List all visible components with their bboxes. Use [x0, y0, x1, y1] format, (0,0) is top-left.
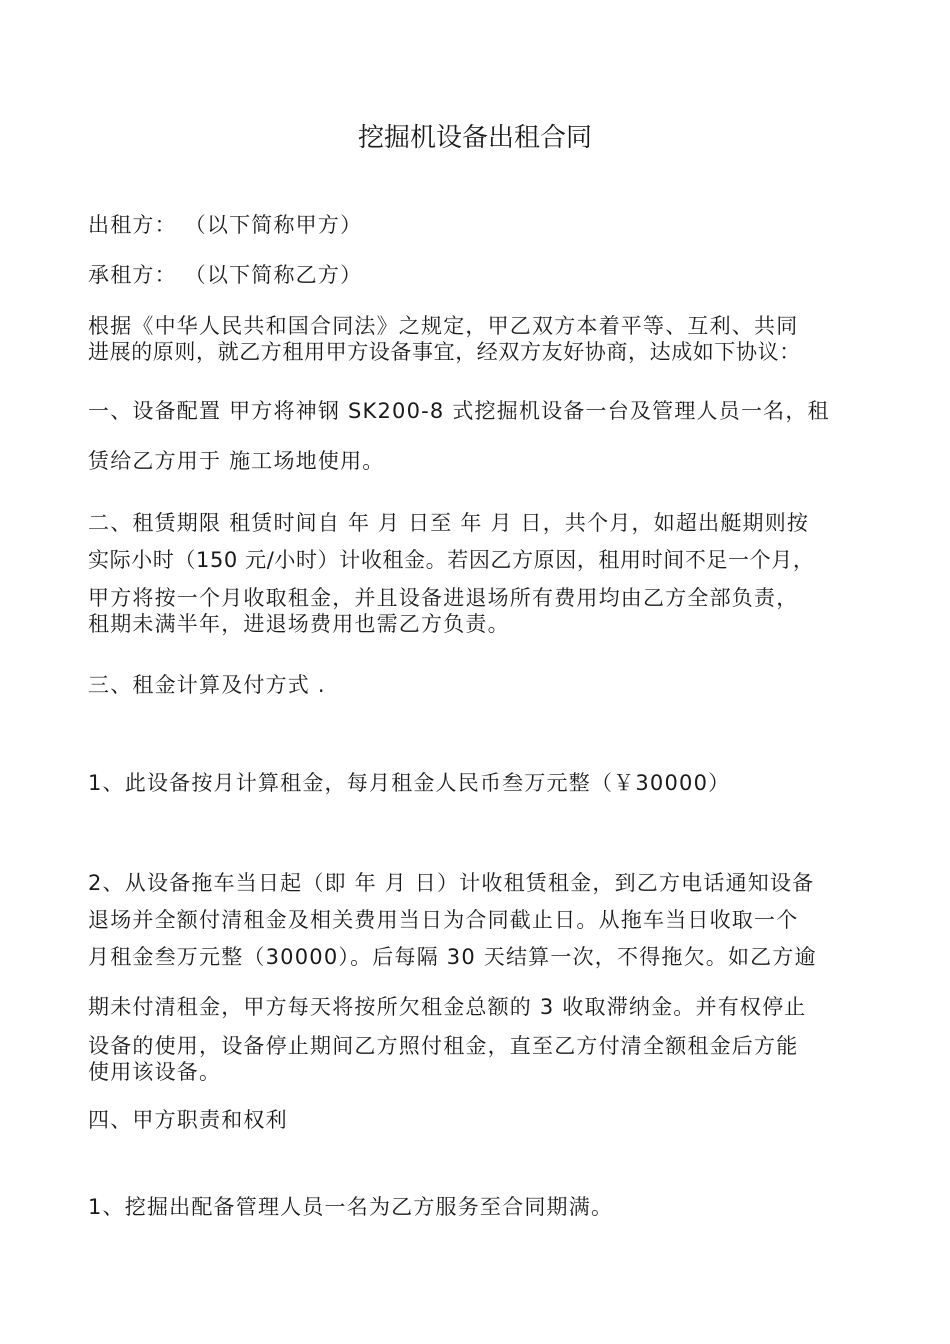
- section-3-item-2-line-2: 退场并全额付清租金及相关费用当日为合同截止日。从拖车当日收取一个: [88, 908, 799, 932]
- lessor-line: 出租方： （以下简称甲方）: [88, 213, 363, 237]
- preamble-line-1: 根据《中华人民共和国合同法》之规定，甲乙双方本着平等、互利、共同: [88, 314, 799, 338]
- document-title: 挖掘机设备出租合同: [357, 123, 592, 153]
- section-3-item-2-line-1: 2、从设备拖车当日起（即 年 月 日）计收租赁租金，到乙方电话通知设备: [88, 871, 815, 895]
- section-3-item-1: 1、此设备按月计算租金，每月租金人民币叁万元整（￥30000）: [88, 771, 731, 795]
- lessee-line: 承租方： （以下简称乙方）: [88, 263, 363, 287]
- section-3-heading: 三、租金计算及付方式 .: [88, 673, 326, 697]
- section-2-line-2: 实际小时（150 元/小时）计收租金。若因乙方原因，租用时间不足一个月，: [88, 548, 815, 572]
- section-2-line-3: 甲方将按一个月收取租金，并且设备进退场所有费用均由乙方全部负责，: [88, 586, 799, 610]
- section-1-line-2: 赁给乙方用于 施工场地使用。: [88, 449, 385, 473]
- section-3-item-2-line-6: 使用该设备。: [88, 1060, 222, 1084]
- section-3-item-2-line-4: 期未付清租金，甲方每天将按所欠租金总额的 3 收取滞纳金。并有权停止: [88, 995, 807, 1019]
- section-2-line-4: 租期未满半年，进退场费用也需乙方负责。: [88, 612, 510, 636]
- section-4-heading: 四、甲方职责和权利: [88, 1108, 288, 1132]
- section-2-line-1: 二、租赁期限 租赁时间自 年 月 日至 年 月 日，共个月，如超出艇期则按: [88, 511, 810, 535]
- section-1-line-1: 一、设备配置 甲方将神钢 SK200-8 式挖掘机设备一台及管理人员一名，租: [88, 399, 830, 423]
- section-4-item-1: 1、挖掘出配备管理人员一名为乙方服务至合同期满。: [88, 1195, 614, 1219]
- section-3-item-2-line-5: 设备的使用，设备停止期间乙方照付租金，直至乙方付清全额租金后方能: [88, 1034, 799, 1058]
- preamble-line-2: 进展的原则，就乙方租用甲方设备事宜，经双方友好协商，达成如下协议：: [88, 340, 801, 364]
- section-3-item-2-line-3: 月租金叁万元整（30000）。后每隔 30 天结算一次，不得拖欠。如乙方逾: [88, 945, 817, 969]
